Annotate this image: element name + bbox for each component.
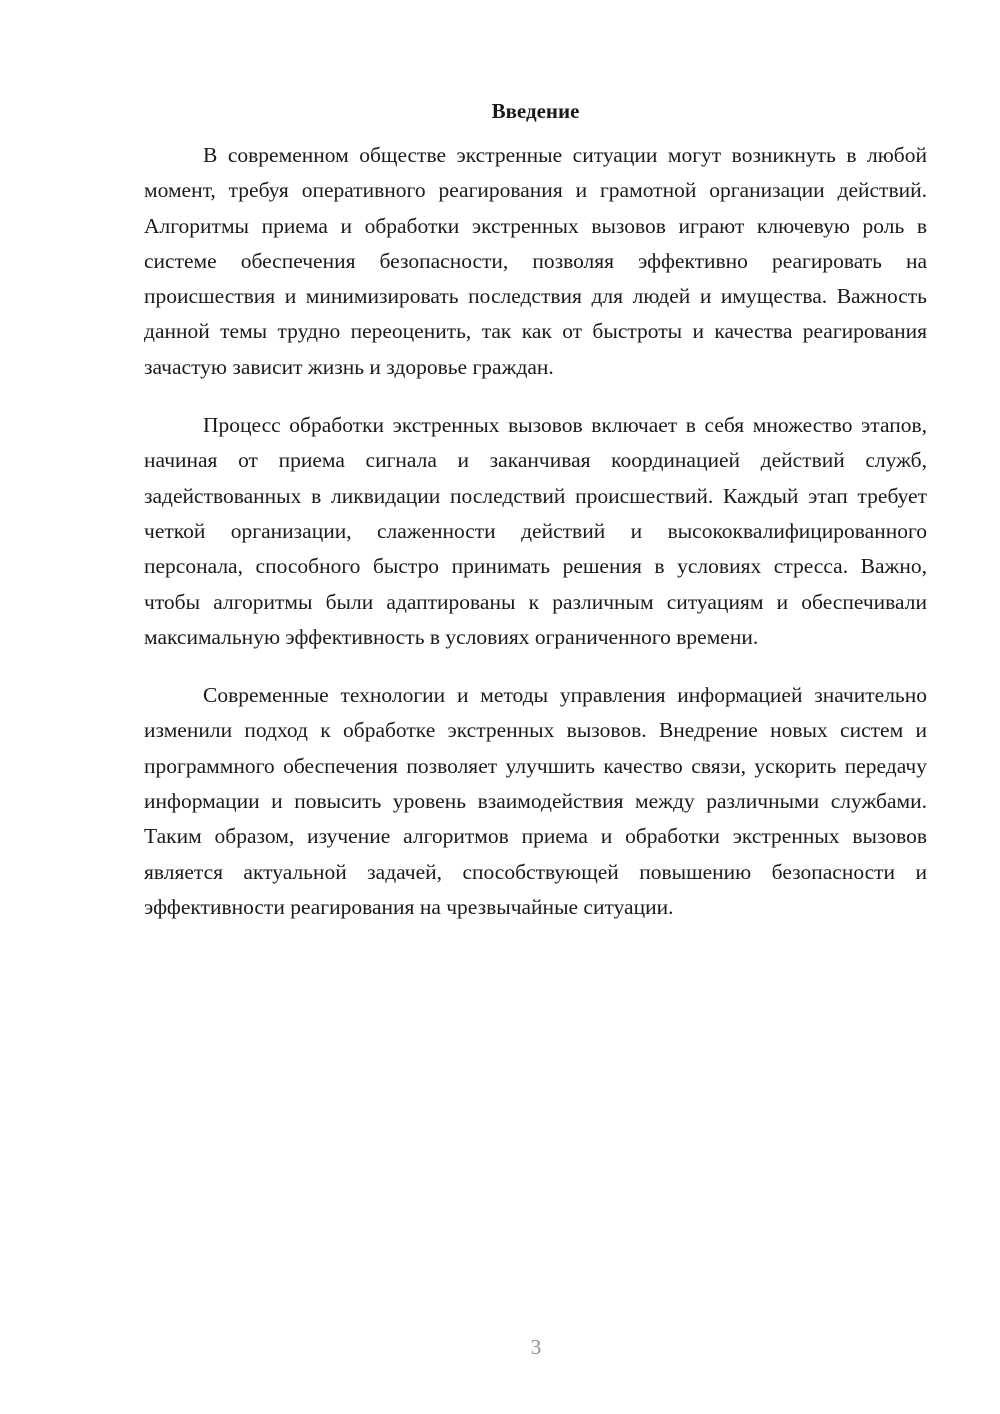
- paragraph-2: Процесс обработки экстренных вызовов включает в себя множество этапов, начиная от приема сигнала и заканчивая координацией действий служб, задействованных в ликвидации последствий происшествий. Каждый этап требует четкой организации, слаженности действий и высококвалифицированного персонала, способного быстро принимать решения в условиях стресса. Важно, чтобы алгоритмы были адаптированы к различным ситуациям и обеспечивали максимальную эффективность в условиях ограниченного времени.: [144, 413, 927, 649]
- page-content: [144, 96, 927, 925]
- paragraph-3: Современные технологии и методы управления информацией значительно изменили подход к обработке экстренных вызовов. Внедрение новых систем и программного обеспечения позволяет улучшить качество связи, ускорить передачу информации и повысить уровень взаимодействия между различными службами. Таким образом, изучение алгоритмов приема и обработки экстренных вызовов является актуальной задачей, способствующей повышению безопасности и эффективности реагирования на чрезвычайные ситуации.: [144, 683, 927, 919]
- paragraph-1: В современном обществе экстренные ситуации могут возникнуть в любой момент, требуя оперативного реагирования и грамотной организации действий. Алгоритмы приема и обработки экстренных вызовов играют ключевую роль в системе обеспечения безопасности, позволяя эффективно реагировать на происшествия и минимизировать последствия для людей и имущества. Важность данной темы трудно переоценить, так как от быстроты и качества реагирования зачастую зависит жизнь и здоровье граждан.: [144, 143, 927, 379]
- page-number: 3: [530, 1335, 542, 1359]
- section-heading: Введение: [491, 99, 580, 123]
